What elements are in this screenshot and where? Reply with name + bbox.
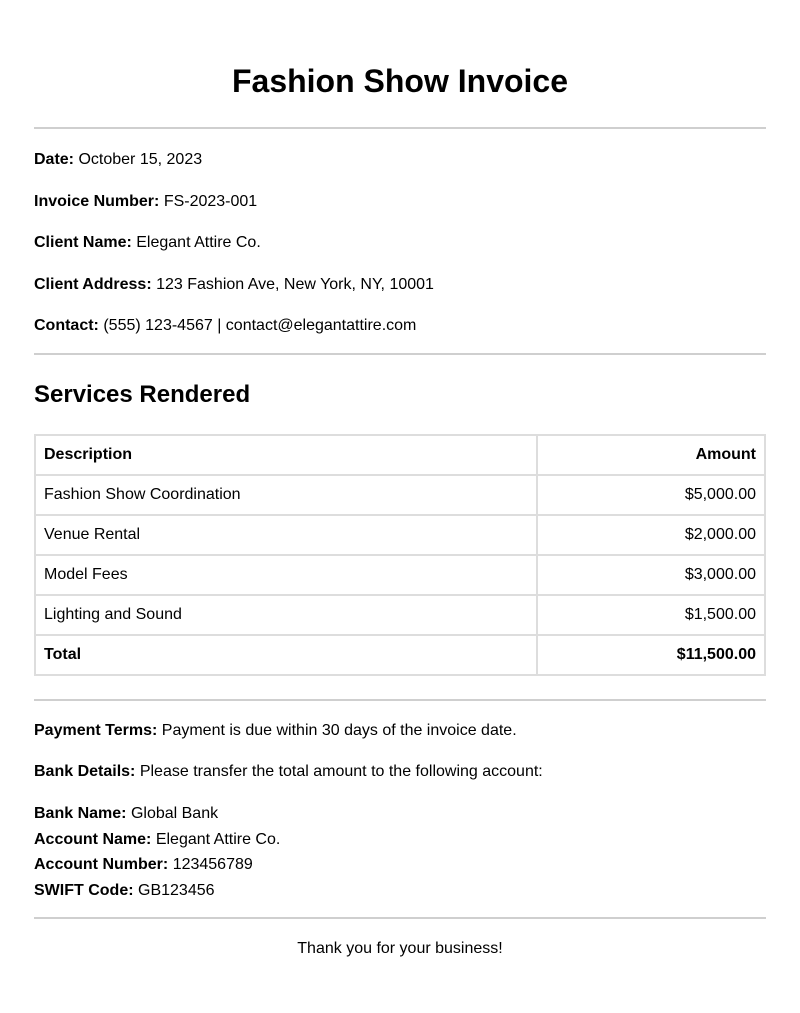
field-value: FS-2023-001 [163,193,258,210]
client-name [34,233,261,253]
field-value: Global Bank [130,805,219,822]
divider [34,127,766,129]
field-label: Contact: [34,317,99,334]
total-label: Total [35,635,537,675]
row-description: Lighting and Sound [35,595,537,635]
field-label: Date: [34,151,75,168]
services-heading: Services Rendered [34,381,251,408]
field-label: Account Name: [34,831,152,848]
field-value: GB123456 [138,882,215,899]
row-amount: $5,000.00 [537,475,765,515]
row-amount: $1,500.00 [537,595,765,635]
row-description: Fashion Show Coordination [35,475,537,515]
invoice-date [34,150,202,170]
table-row [35,555,765,595]
field-label: Bank Details: [34,763,136,780]
field-label: Client Address: [34,276,152,293]
divider [34,353,766,355]
table-row [35,515,765,555]
table-row [35,595,765,635]
account-number [34,855,253,875]
bank-name [34,804,218,824]
field-label: Invoice Number: [34,193,160,210]
field-value: 123 Fashion Ave, New York, NY, 10001 [156,276,434,293]
row-description: Venue Rental [35,515,537,555]
field-label: Client Name: [34,234,132,251]
field-value: 123456789 [172,856,253,873]
services-table [34,434,766,676]
field-value: October 15, 2023 [78,151,203,168]
bank-details [34,762,543,782]
field-label: SWIFT Code: [34,882,134,899]
total-amount: $11,500.00 [537,635,765,675]
row-amount: $2,000.00 [537,515,765,555]
field-value: (555) 123-4567 | contact@elegantattire.com [103,317,417,334]
field-label: Account Number: [34,856,169,873]
table-row [35,475,765,515]
invoice-title: Fashion Show Invoice [231,63,569,99]
client-contact [34,316,416,336]
column-header-description: Description [35,435,537,475]
column-header-amount: Amount [537,435,765,475]
client-address [34,275,434,295]
row-description: Model Fees [35,555,537,595]
field-value: Please transfer the total amount to the following account: [139,763,543,780]
table-header-row [35,435,765,475]
thank-you-note: Thank you for your business! [297,940,503,957]
field-label: Bank Name: [34,805,127,822]
account-name [34,830,280,850]
field-value: Elegant Attire Co. [155,831,281,848]
field-value: Elegant Attire Co. [136,234,261,251]
row-amount: $3,000.00 [537,555,765,595]
swift-code [34,881,215,901]
divider [34,917,766,919]
invoice-number [34,192,257,212]
field-label: Payment Terms: [34,722,158,739]
payment-terms [34,721,517,741]
divider [34,699,766,701]
total-row [35,635,765,675]
field-value: Payment is due within 30 days of the invoice date. [161,722,517,739]
